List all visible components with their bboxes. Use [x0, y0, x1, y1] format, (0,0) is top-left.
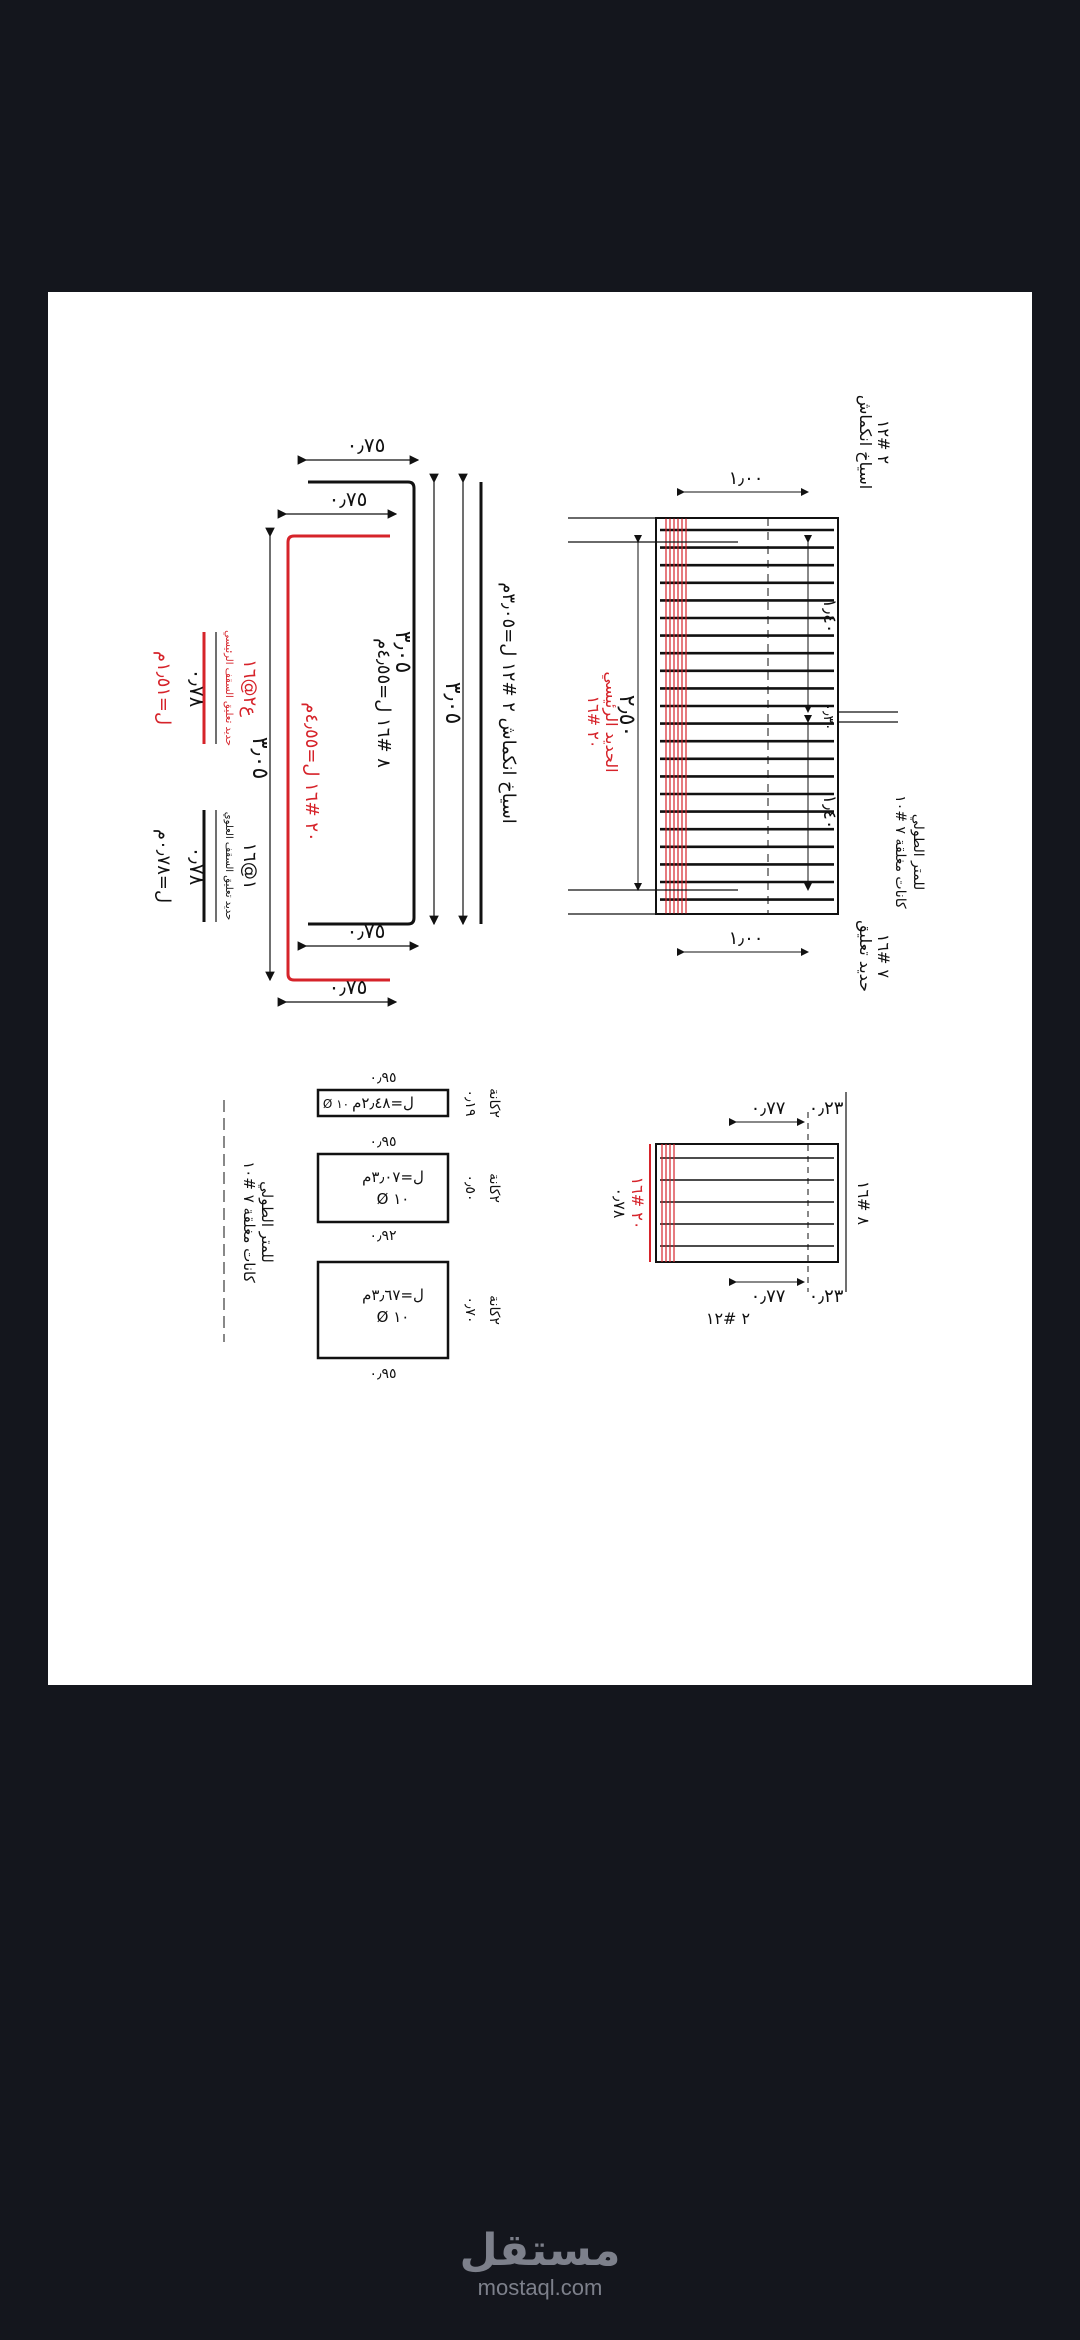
elevation-main-bars: ٢٠ #١٦ [584, 695, 603, 749]
section-width-top: ٠٫٧٧ [750, 1098, 786, 1119]
stirrup-2-top: ٠٫٩٥ [369, 1134, 397, 1150]
stirrup-3-label: ل=٣٫٦٧م [362, 1286, 424, 1304]
section-side-bars: ٢ #١٢ [705, 1309, 751, 1328]
small-a-sub: حديد تعليق السقف الرئيسي [223, 630, 234, 746]
watermark-logo: مستقل [459, 2225, 621, 2276]
section-bottom-bars: ٢٠ #١٦ [628, 1176, 647, 1230]
small-bar-b [153, 810, 260, 922]
stirrup-3-tag: ٢كانة [486, 1295, 502, 1325]
stirrup-1-height: ٠٫١٩ [462, 1089, 478, 1117]
elevation-gap: ٠٫٣٠ [820, 703, 836, 731]
elevation-zone-2: ١٫٤٠ [819, 794, 840, 830]
stirrup-1-width: ٠٫٩٥ [369, 1070, 397, 1086]
elevation-shrink-bars: ٢ #١٢ [874, 419, 893, 465]
mid-bar-shape [306, 433, 434, 946]
stirrup-2-dia: Ø ١٠ [376, 1190, 410, 1208]
section-width-bottom: ٠٫٧٧ [750, 1286, 786, 1307]
stirrups-sub: للمتر الطولي [258, 1181, 276, 1263]
stirrup-1-dia: Ø ١٠ [322, 1097, 350, 1111]
section-cover-top: ٠٫٢٣ [808, 1098, 844, 1119]
red-bar-label: ٢٠ #١٦ ل=٤٫٥٥م [301, 702, 322, 842]
stirrup-1-label: ل=٢٫٤٨م [352, 1094, 414, 1112]
elevation-main-label: الحديد الرئيسي [602, 671, 621, 773]
section-top-bars: ٨ #١٦ [854, 1180, 873, 1226]
stirrup-3-width: ٠٫٩٥ [369, 1366, 397, 1382]
elevation-main-bars [666, 518, 686, 914]
elevation-side-span-bottom: ١٫٠٠ [728, 928, 764, 949]
watermark-url: mostaql.com [477, 2275, 603, 2300]
stirrup-2-width: ٠٫٩٢ [369, 1228, 397, 1244]
reinforcement-drawing [48, 292, 1032, 1685]
red-hook-top: ٠٫٧٥ [328, 487, 368, 511]
elevation-zone-1: ١٫٤٠ [819, 598, 840, 634]
mid-hook-bottom: ٠٫٧٥ [346, 919, 386, 943]
stirrup-2-label: ل=٣٫٠٧م [362, 1168, 424, 1186]
drawing-sheet [48, 292, 1032, 1685]
top-bar-shape [440, 482, 519, 924]
elevation-shrink-label: اسياخ انكماش [856, 394, 875, 490]
small-a-value: ٠٫٧٨ [185, 668, 209, 708]
small-a-note: ع٢@١٦ [239, 659, 260, 717]
stirrups-title: كانات مغلقة ٧ #١٠ [240, 1161, 258, 1283]
section-cover-bottom: ٠٫٢٣ [808, 1286, 844, 1307]
small-b-sub: حديد تعليق السقف العلوي [223, 811, 234, 921]
red-bar-span: ٣٫٠٥ [247, 736, 272, 780]
small-b-len: ل=٠٫٧٨م [153, 828, 174, 904]
elevation-hanger-label: حديد تعليق [856, 920, 875, 992]
stirrup-2-tag: ٢كانة [486, 1173, 502, 1203]
small-bar-a [153, 630, 260, 746]
elevation-stirrups-sub: للمتر الطولي [910, 813, 926, 891]
elevation-stirrups-label: كانات مغلقة ٧ #١٠ [892, 795, 908, 909]
elevation-hanger-bars: ٧ #١٦ [874, 933, 893, 979]
small-b-value: ٠٫٧٨ [185, 846, 209, 886]
elevation-main-span: ٢٫٥٠ [614, 694, 639, 738]
mid-bar-span: ٣٫٠٥ [390, 630, 415, 674]
small-b-note: ١@١٦ [239, 842, 260, 890]
mid-hook-top: ٠٫٧٥ [346, 433, 386, 457]
stirrup-1-tag: ٢كانة [486, 1088, 502, 1118]
top-bar-label: اسياخ انكماش ٢ #١٢ ل=٣٫٠٥م [498, 582, 519, 824]
stirrup-3-dia: Ø ١٠ [376, 1308, 410, 1326]
stirrup-2-height: ٠٫٥٠ [462, 1174, 478, 1202]
stirrup-details [224, 1070, 502, 1382]
stirrup-3-height: ٠٫٧٠ [462, 1296, 478, 1324]
watermark [0, 2225, 1080, 2301]
top-bar-span: ٣٫٠٥ [440, 681, 465, 725]
mid-bar-label: ٨ #١٦ ل=٤٫٥٥م [373, 638, 394, 768]
red-hook-bottom: ٠٫٧٥ [328, 975, 368, 999]
section-depth: ٠٫٧٨ [610, 1187, 629, 1219]
small-a-len: ل=١٫٥١م [153, 650, 174, 726]
beam-elevation [568, 395, 926, 992]
beam-section [610, 1092, 873, 1328]
elevation-side-span-top: ١٫٠٠ [728, 468, 764, 489]
